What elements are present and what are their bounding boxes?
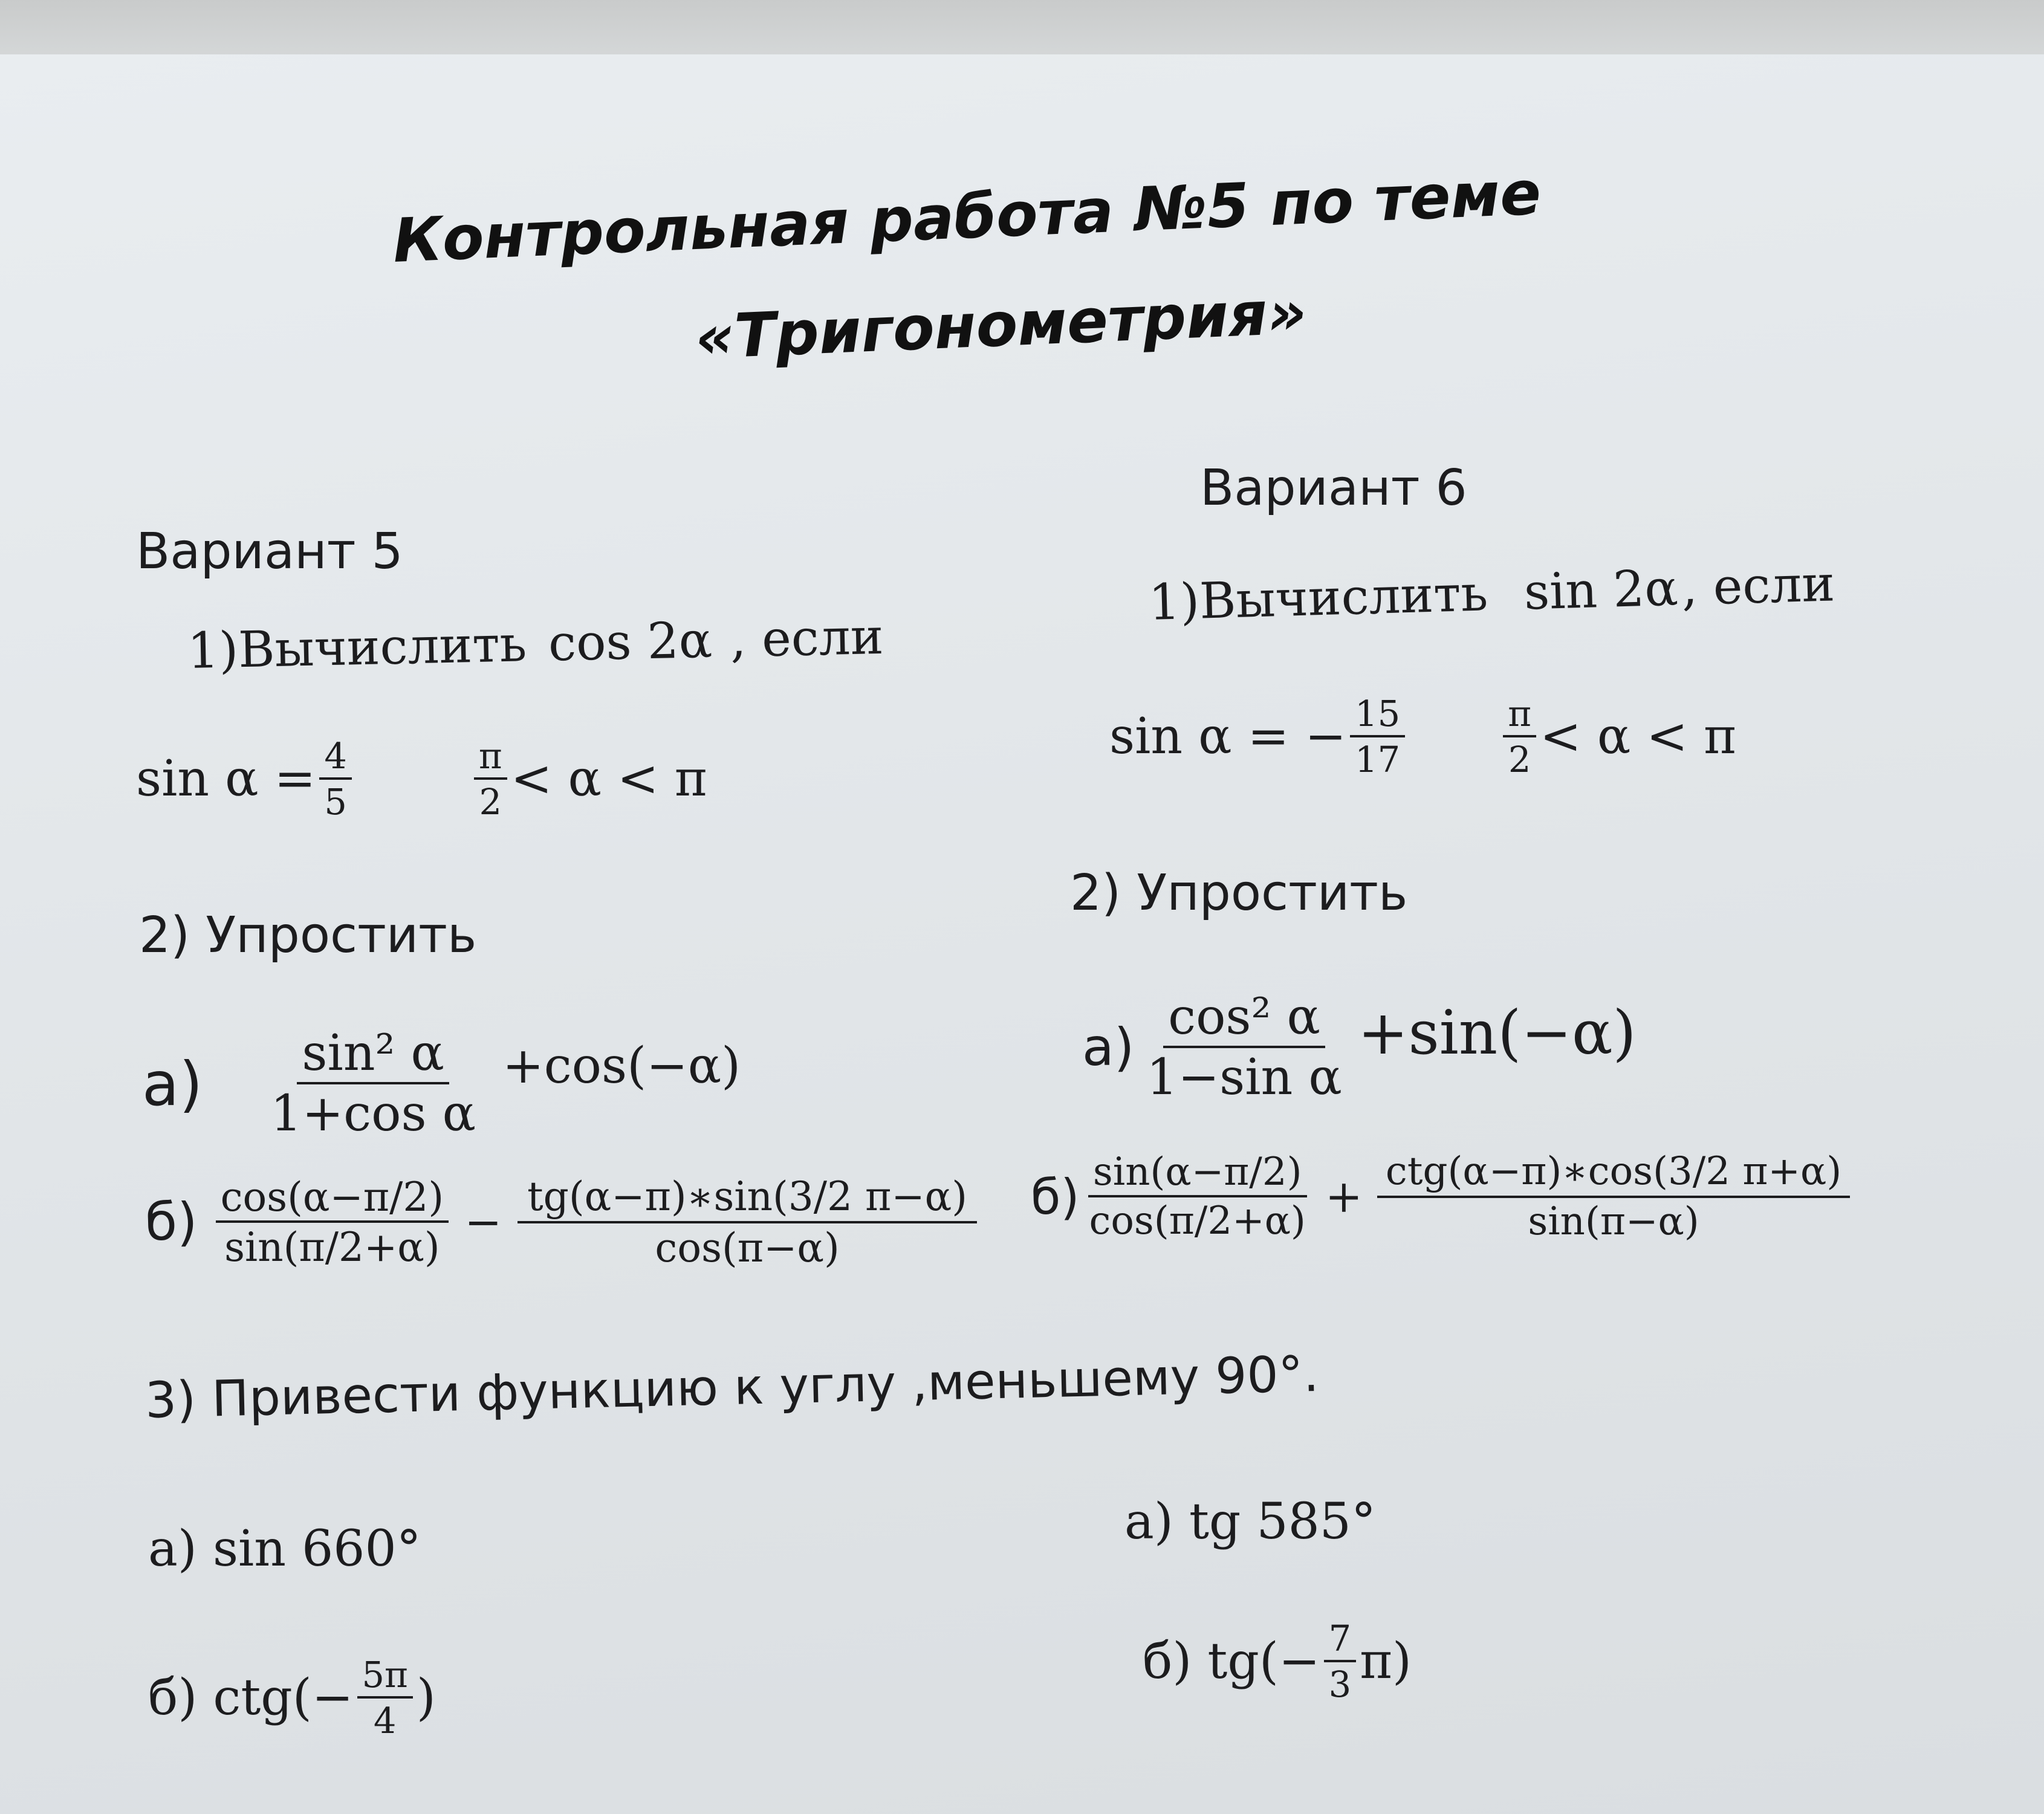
variant-5-heading: Вариант 5	[136, 523, 403, 580]
v5-3b-fraction	[357, 1656, 413, 1740]
v6-task-1-prefix: 1)Вычислить	[1147, 565, 1489, 632]
v5-2a-label: а)	[142, 1048, 203, 1119]
v5-cond-num: 4	[319, 737, 352, 780]
v5-2b-frac1	[216, 1176, 449, 1269]
v5-2a-den: 1+cos α	[270, 1085, 476, 1143]
v6-3b-den: 3	[1328, 1663, 1352, 1705]
v6-3b-num: 7	[1324, 1620, 1357, 1662]
v5-cond-den: 5	[324, 780, 347, 823]
v5-3b-den: 4	[373, 1699, 397, 1741]
v6-2b-frac1	[1085, 1152, 1311, 1242]
v6-2a	[1082, 988, 1637, 1107]
title-line-1: Контрольная работа №5 по теме	[391, 157, 1543, 276]
v6-2b-frac2-den: sin(π−α)	[1528, 1199, 1699, 1245]
v6-cond-fraction	[1350, 695, 1405, 779]
v5-cond-fraction	[319, 737, 352, 821]
v6-2b-plus: +	[1325, 1171, 1363, 1223]
v5-cond-lhs: sin α =	[136, 750, 316, 808]
v6-range-rest: < α < π	[1540, 708, 1736, 766]
v5-2b-minus: −	[464, 1196, 502, 1249]
v5-2b-frac1-den: sin(π/2+α)	[224, 1224, 440, 1271]
v5-3b-prefix: б) ctg(−	[148, 1669, 354, 1727]
v6-condition	[1109, 695, 1736, 779]
v5-2b-frac1-num: cos(α−π/2)	[216, 1176, 449, 1223]
v5-2b-label: б)	[145, 1192, 198, 1253]
v6-2b	[1031, 1149, 1854, 1245]
v6-2b-frac1-num: sin(α−π/2)	[1088, 1152, 1307, 1197]
v6-range-den: 2	[1508, 738, 1531, 780]
v5-2a-num: sin² α	[297, 1028, 449, 1084]
v6-task-1-expr: sin 2α	[1523, 559, 1679, 621]
v5-2b-frac2-den: cos(π−α)	[655, 1225, 840, 1272]
v6-range-fraction	[1503, 695, 1536, 779]
v5-2a-tail: +cos(−α)	[502, 1037, 741, 1095]
v6-3a: а) tg 585°	[1124, 1493, 1376, 1550]
variant-6-heading: Вариант 6	[1200, 459, 1467, 517]
v5-range-rest: < α < π	[510, 750, 707, 808]
v5-range-num: π	[474, 737, 507, 780]
v6-2b-frac1-den: cos(π/2+α)	[1089, 1199, 1306, 1244]
v6-range-num: π	[1503, 695, 1536, 737]
v5-task-1-suffix: , если	[730, 607, 884, 669]
v6-task-1-suffix: , если	[1681, 555, 1836, 617]
v6-2a-tail: +sin(−α)	[1357, 997, 1637, 1068]
v5-3b-num: 5π	[357, 1656, 413, 1699]
v5-range-fraction	[474, 737, 507, 821]
v6-cond-den: 17	[1355, 738, 1401, 780]
v6-3b-prefix: б) tg(−	[1143, 1633, 1320, 1691]
v5-2b-frac2-num: tg(α−π)∗sin(3/2 π−α)	[517, 1176, 977, 1223]
v6-3b	[1143, 1620, 1412, 1703]
v6-2b-label: б)	[1031, 1168, 1080, 1225]
v6-3b-suffix: π)	[1360, 1633, 1412, 1691]
v6-2a-fraction	[1141, 988, 1346, 1107]
v5-condition	[136, 737, 707, 821]
v5-2a-fraction	[265, 1025, 481, 1143]
v5-3b-suffix: )	[416, 1669, 436, 1727]
v6-2b-frac2-num: ctg(α−π)∗cos(3/2 π+α)	[1377, 1152, 1850, 1198]
v5-2b-frac2	[517, 1173, 977, 1272]
v5-3b	[148, 1656, 436, 1740]
v6-2b-frac2	[1377, 1149, 1850, 1245]
v6-2a-num: cos² α	[1163, 991, 1325, 1048]
v6-2a-label: а)	[1082, 1017, 1135, 1078]
v5-task-1-prefix: 1)Вычислить	[187, 615, 528, 680]
title-line-2: «Тригонометрия»	[693, 276, 1308, 373]
v5-2a	[142, 1025, 741, 1143]
v5-3a: а) sin 660°	[148, 1520, 421, 1578]
v5-task-1-expr: cos 2α	[548, 611, 713, 673]
v6-cond-num: 15	[1350, 695, 1405, 737]
v5-range-den: 2	[479, 780, 502, 823]
v6-task-2: 2) Упростить	[1070, 864, 1408, 922]
v6-cond-lhs: sin α = −	[1109, 708, 1347, 766]
task-3-heading: 3) Привести функцию к углу ,меньшему 90°.	[144, 1345, 1320, 1430]
v5-2b	[145, 1173, 981, 1272]
v5-task-2: 2) Упростить	[139, 907, 477, 964]
v6-2a-den: 1−sin α	[1146, 1049, 1342, 1107]
v6-3b-fraction	[1324, 1620, 1357, 1703]
